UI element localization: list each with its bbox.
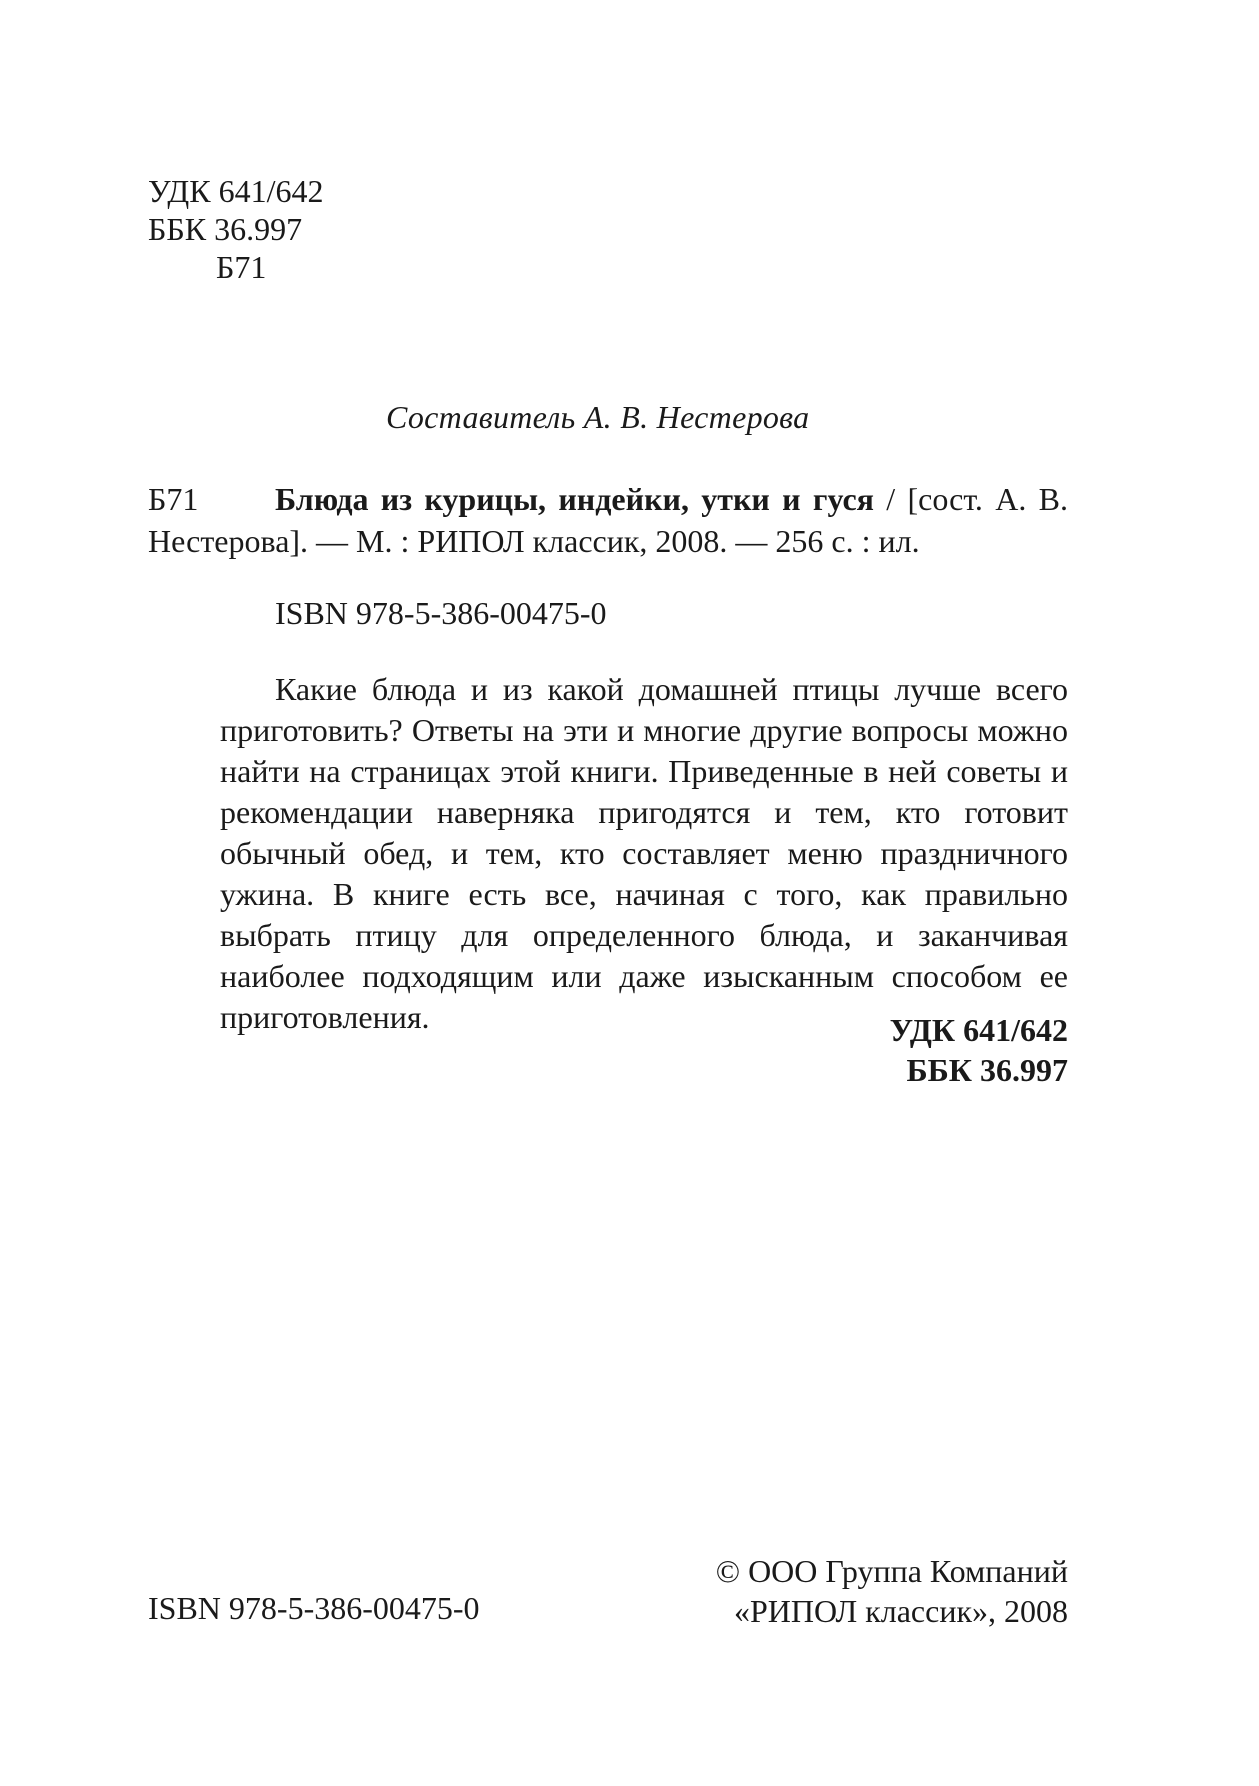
annotation: Какие блюда и из какой домашней птицы лучше всего приготовить? Ответы на эти и многие другие вопросы можно найти на страницах этой книги. Приведенные в ней советы и рекомендации наверняка пригодятся и тем, кто готовит обычный обед, и тем, кто составляет меню праздничного ужина. В книге есть все, начиная с того, как правильно выбрать птицу для определенного блюда, и заканчивая наиболее подходящим или даже изысканным способом ее приготовления. bbox=[220, 671, 1068, 1035]
udk-code: УДК 641/642 bbox=[148, 173, 324, 209]
footer-bbk-code: ББК 36.997 bbox=[906, 1052, 1068, 1088]
record-text bbox=[148, 478, 1068, 562]
record-details: / [сост. А. В. Нестерова]. — М. : РИПОЛ классик, 2008. — 256 с. : ил. bbox=[148, 481, 1069, 559]
footer-udk-code: УДК 641/642 bbox=[889, 1012, 1068, 1048]
footer-classification-codes bbox=[890, 1010, 1068, 1090]
isbn-inline: ISBN 978-5-386-00475-0 bbox=[275, 595, 607, 631]
copyright-line-1: © ООО Группа Компаний bbox=[715, 1553, 1068, 1589]
book-title: Блюда из курицы, индейки, утки и гуся bbox=[275, 481, 874, 517]
bbk-code: ББК 36.997 bbox=[148, 211, 303, 247]
compiler-line: Составитель А. В. Нестерова bbox=[386, 399, 810, 435]
copyright-line-2: «РИПОЛ классик», 2008 bbox=[733, 1593, 1068, 1629]
author-mark: Б71 bbox=[216, 249, 267, 285]
bibliographic-record bbox=[148, 478, 1068, 562]
record-author-mark: Б71 bbox=[148, 481, 199, 517]
copyright-notice bbox=[716, 1551, 1068, 1631]
isbn-bottom: ISBN 978-5-386-00475-0 bbox=[148, 1590, 480, 1626]
classification-codes bbox=[148, 172, 323, 286]
